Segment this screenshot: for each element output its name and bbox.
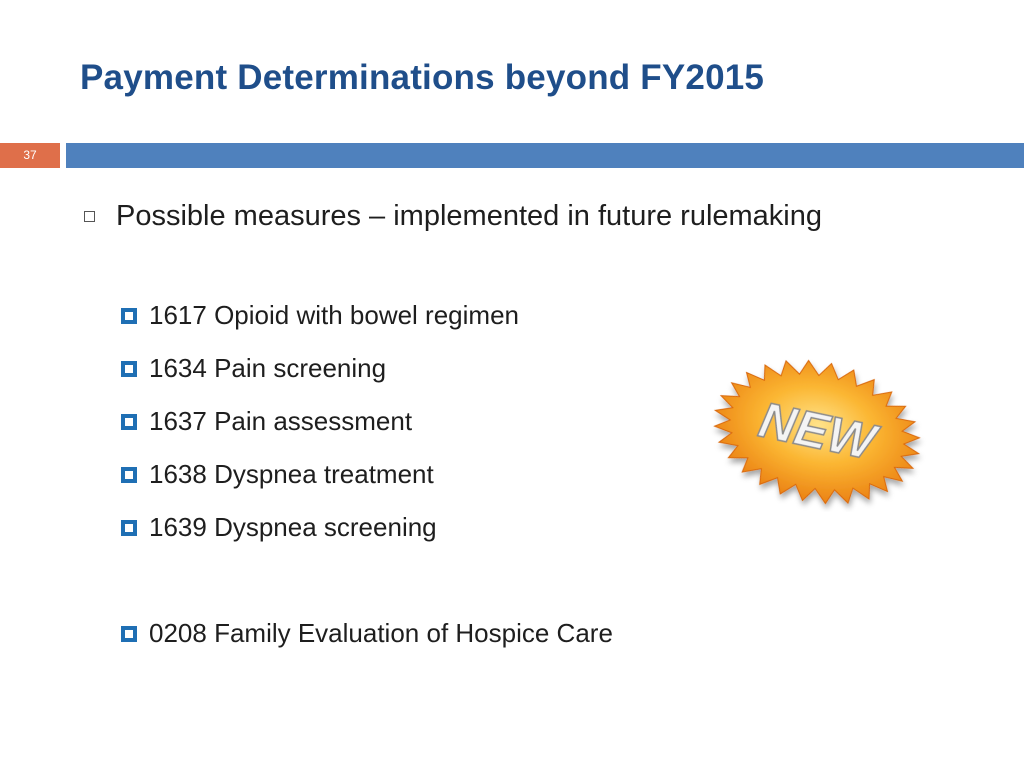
list-item-text: 1637 Pain assessment — [149, 406, 413, 436]
square-bullet-icon — [121, 520, 137, 536]
slide-number: 37 — [0, 143, 60, 168]
list-item — [121, 353, 386, 384]
main-bullet-text: Possible measures – implemented in future rulemaking — [116, 200, 823, 232]
square-bullet-icon — [121, 361, 137, 377]
list-item-text: 1617 Opioid with bowel regimen — [149, 300, 519, 330]
badge-text: NEW — [754, 391, 881, 471]
list-item — [121, 406, 412, 437]
square-bullet-icon — [121, 414, 137, 430]
list-item-text: 1634 Pain screening — [149, 353, 387, 383]
main-bullet — [80, 192, 840, 240]
slide-title: Payment Determinations beyond FY2015 — [80, 58, 765, 97]
list-item — [121, 300, 519, 331]
list-item — [121, 512, 437, 543]
list-item — [121, 459, 434, 490]
square-bullet-icon — [121, 626, 137, 642]
list-item — [121, 618, 613, 649]
list-item-text: 1638 Dyspnea treatment — [149, 459, 434, 489]
title-rule-bar — [66, 143, 1024, 168]
list-item-text: 1639 Dyspnea screening — [149, 512, 437, 542]
new-badge-icon — [706, 352, 928, 512]
hollow-square-bullet-icon — [84, 211, 95, 222]
square-bullet-icon — [121, 308, 137, 324]
square-bullet-icon — [121, 467, 137, 483]
list-item-text: 0208 Family Evaluation of Hospice Care — [149, 618, 613, 648]
